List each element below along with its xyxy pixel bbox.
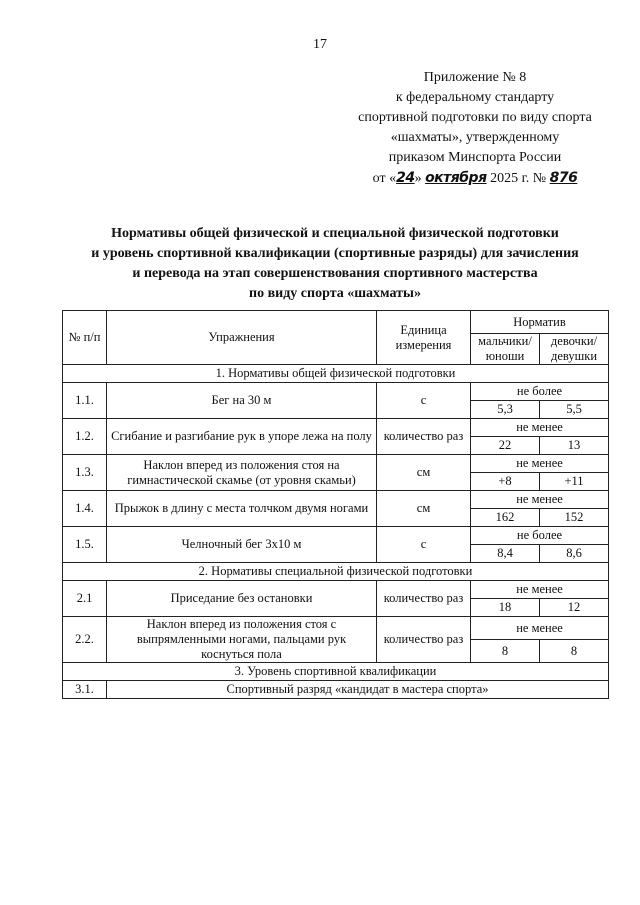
norms-table <box>62 310 609 699</box>
table-row <box>63 617 609 640</box>
appendix-date-line <box>340 168 610 189</box>
table-row <box>63 527 609 545</box>
row-unit: количество раз <box>377 617 471 663</box>
row-girls-value: 152 <box>540 509 609 527</box>
row-girls-value: 12 <box>540 599 609 617</box>
row-boys-value: +8 <box>471 473 540 491</box>
row-boys-value: 8 <box>471 640 540 663</box>
section-row <box>63 663 609 681</box>
section-row <box>63 365 609 383</box>
row-condition: не менее <box>471 581 609 599</box>
row-unit: см <box>377 491 471 527</box>
date-year: 2025 г. № <box>486 171 550 186</box>
row-num: 1.3. <box>63 455 107 491</box>
document-title <box>60 224 610 304</box>
row-boys-value: 18 <box>471 599 540 617</box>
handwritten-month: октября <box>425 170 487 186</box>
section-row <box>63 563 609 581</box>
header-num: № п/п <box>63 311 107 365</box>
row-num: 1.5. <box>63 527 107 563</box>
row-num: 1.2. <box>63 419 107 455</box>
header-row <box>63 311 609 334</box>
row-unit: с <box>377 527 471 563</box>
header-boys: мальчики/ юноши <box>471 334 540 365</box>
table-row <box>63 419 609 437</box>
appendix-line-4: «шахматы», утвержденному <box>390 130 560 145</box>
row-unit: см <box>377 455 471 491</box>
row-condition: не менее <box>471 491 609 509</box>
row-girls-value: 13 <box>540 437 609 455</box>
title-line-2: и уровень спортивной квалификации (спортивные разряды) для зачисления <box>91 246 579 261</box>
table-row <box>63 681 609 699</box>
header-unit: Единица измерения <box>377 311 471 365</box>
norms-table-body <box>63 311 609 699</box>
row-unit: с <box>377 383 471 419</box>
row-girls-value: 5,5 <box>540 401 609 419</box>
row-exercise: Бег на 30 м <box>107 383 377 419</box>
row-exercise: Наклон вперед из положения стоя на гимнастической скамье (от уровня скамьи) <box>107 455 377 491</box>
row-num: 1.4. <box>63 491 107 527</box>
header-exercise: Упражнения <box>107 311 377 365</box>
handwritten-number: 876 <box>549 170 578 186</box>
section-title: 2. Нормативы специальной физической подготовки <box>63 563 609 581</box>
row-boys-value: 5,3 <box>471 401 540 419</box>
row-condition: не менее <box>471 455 609 473</box>
row-exercise: Наклон вперед из положения стоя с выпрямленными ногами, пальцами рук коснуться пола <box>107 617 377 663</box>
row-qualification: Спортивный разряд «кандидат в мастера спорта» <box>107 681 609 699</box>
row-num: 2.2. <box>63 617 107 663</box>
row-num: 1.1. <box>63 383 107 419</box>
date-mid: » <box>414 171 426 186</box>
row-condition: не менее <box>471 617 609 640</box>
row-exercise: Прыжок в длину с места толчком двумя ногами <box>107 491 377 527</box>
page-number: 17 <box>313 37 327 52</box>
row-exercise: Сгибание и разгибание рук в упоре лежа на полу <box>107 419 377 455</box>
row-unit: количество раз <box>377 419 471 455</box>
row-exercise: Челночный бег 3x10 м <box>107 527 377 563</box>
header-girls: девочки/ девушки <box>540 334 609 365</box>
date-prefix: от « <box>372 171 397 186</box>
row-unit: количество раз <box>377 581 471 617</box>
section-title: 3. Уровень спортивной квалификации <box>63 663 609 681</box>
row-num: 3.1. <box>63 681 107 699</box>
row-condition: не более <box>471 527 609 545</box>
row-condition: не более <box>471 383 609 401</box>
row-num: 2.1 <box>63 581 107 617</box>
table-row <box>63 383 609 401</box>
row-boys-value: 8,4 <box>471 545 540 563</box>
title-line-3: и перевода на этап совершенствования спортивного мастерства <box>132 266 538 281</box>
row-girls-value: 8 <box>540 640 609 663</box>
appendix-line-3: спортивной подготовки по виду спорта <box>358 110 592 125</box>
row-boys-value: 162 <box>471 509 540 527</box>
row-condition: не менее <box>471 419 609 437</box>
appendix-line-2: к федеральному стандарту <box>395 90 555 105</box>
table-row <box>63 455 609 473</box>
appendix-line-1: Приложение № 8 <box>423 70 527 85</box>
row-boys-value: 22 <box>471 437 540 455</box>
table-row <box>63 581 609 599</box>
section-title: 1. Нормативы общей физической подготовки <box>63 365 609 383</box>
appendix-line-5: приказом Минспорта России <box>388 150 562 165</box>
row-exercise: Приседание без остановки <box>107 581 377 617</box>
row-girls-value: +11 <box>540 473 609 491</box>
appendix-block <box>340 68 610 189</box>
handwritten-day: 24 <box>396 170 415 186</box>
title-line-1: Нормативы общей физической и специальной физической подготовки <box>111 226 559 241</box>
row-girls-value: 8,6 <box>540 545 609 563</box>
table-row <box>63 491 609 509</box>
header-norm: Норматив <box>471 311 609 334</box>
title-line-4: по виду спорта «шахматы» <box>249 286 421 301</box>
